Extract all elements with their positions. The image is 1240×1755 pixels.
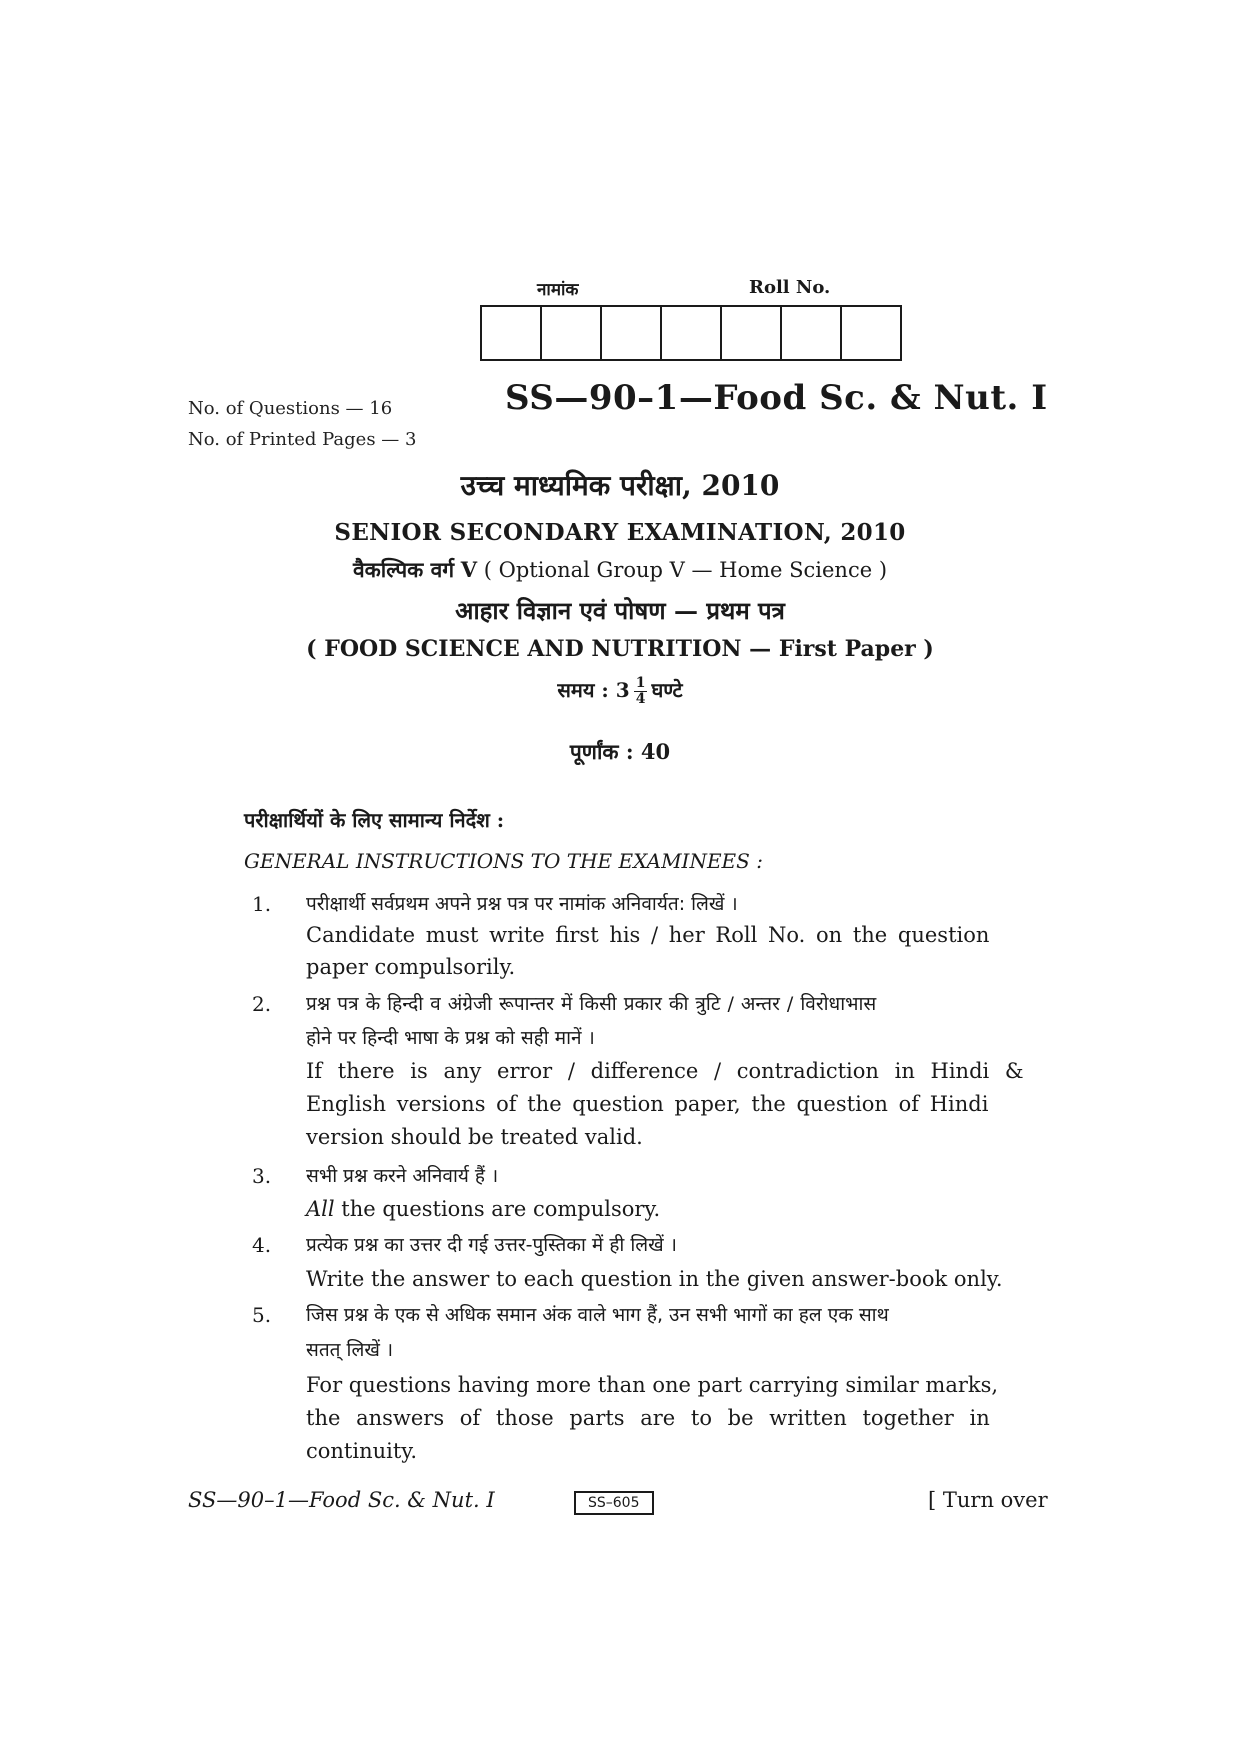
- instruction-5-english-line2: the answers of those parts are to be written together in: [306, 1406, 990, 1430]
- instruction-5-hindi-line2: सतत् लिखें ।: [306, 1339, 394, 1361]
- roll-digit-box: [722, 307, 782, 359]
- instruction-4-english: Write the answer to each question in the given answer-book only.: [306, 1267, 1003, 1291]
- exam-duration: [0, 676, 1240, 707]
- time-unit: घण्टे: [651, 678, 683, 702]
- time-label: समय : 3: [557, 678, 630, 702]
- roll-number-boxes: [480, 305, 902, 361]
- instruction-2-hindi-line1: प्रश्न पत्र के हिन्दी व अंग्रेजी रूपान्तर में किसी प्रकार की त्रुटि / अन्तर / विरोधाभास: [306, 993, 877, 1015]
- roll-digit-box: [482, 307, 542, 359]
- roll-digit-box: [782, 307, 842, 359]
- optional-group-line: [0, 556, 1240, 584]
- instruction-1-english-text: Candidate must write first his / her Roll No. on the question: [306, 923, 990, 947]
- footer-series-code: SS–605: [574, 1491, 654, 1515]
- instruction-4-hindi: प्रत्येक प्रश्न का उत्तर दी गई उत्तर-पुस्तिका में ही लिखें ।: [306, 1234, 677, 1256]
- instruction-1-english-line1: [306, 923, 1056, 947]
- roll-label-english: Roll No.: [749, 277, 831, 298]
- roll-digit-box: [662, 307, 722, 359]
- instruction-5-hindi-line1: जिस प्रश्न के एक से अधिक समान अंक वाले भाग हैं, उन सभी भागों का हल एक साथ: [306, 1304, 889, 1326]
- group-label-hindi: वैकल्पिक वर्ग: [352, 557, 455, 582]
- footer-paper-code: SS—90–1—Food Sc. & Nut. I: [188, 1488, 495, 1512]
- exam-title-english: SENIOR SECONDARY EXAMINATION, 2010: [334, 519, 906, 546]
- instruction-2-english-line2: English versions of the question paper, the question of Hindi: [306, 1092, 989, 1116]
- instruction-1-english-line2: paper compulsorily.: [306, 955, 516, 979]
- instructions-heading-english: GENERAL INSTRUCTIONS TO THE EXAMINEES :: [244, 849, 763, 873]
- fraction-numerator: 1: [635, 675, 646, 691]
- roll-digit-box: [602, 307, 662, 359]
- roll-digit-box: [542, 307, 602, 359]
- instruction-3-english: [306, 1197, 1056, 1221]
- instructions-heading-hindi: परीक्षार्थियों के लिए सामान्य निर्देश :: [244, 808, 505, 832]
- exam-title-hindi: उच्च माध्यमिक परीक्षा, 2010: [460, 469, 780, 502]
- instruction-3-english-rest: the questions are compulsory.: [334, 1197, 661, 1221]
- maximum-marks: पूर्णांक : 40: [569, 739, 671, 764]
- instruction-3-emphasis: All: [306, 1197, 335, 1221]
- instruction-number: 1.: [252, 892, 272, 916]
- subject-title-hindi: आहार विज्ञान एवं पोषण — प्रथम पत्र: [455, 596, 785, 625]
- roll-digit-box: [842, 307, 900, 359]
- instruction-2-english-line1: If there is any error / difference / contradiction in Hindi &: [306, 1059, 1024, 1083]
- instruction-1-hindi: परीक्षार्थी सर्वप्रथम अपने प्रश्न पत्र पर नामांक अनिवार्यत: लिखें ।: [306, 893, 738, 915]
- instruction-number: 3.: [252, 1164, 272, 1188]
- instruction-number: 5.: [252, 1303, 272, 1327]
- group-label-english: ( Optional Group V — Home Science ): [483, 558, 888, 582]
- question-count: No. of Questions — 16: [188, 398, 393, 419]
- roll-number-labels: [481, 277, 905, 303]
- instruction-2-english-line3: version should be treated valid.: [306, 1125, 643, 1149]
- paper-code: SS—90–1—Food Sc. & Nut. I: [505, 378, 1048, 418]
- printed-pages-count: No. of Printed Pages — 3: [188, 429, 417, 450]
- instruction-number: 2.: [252, 992, 272, 1016]
- group-roman-numeral: V: [460, 557, 478, 582]
- time-fraction: [634, 676, 648, 707]
- fraction-denominator: 4: [635, 691, 646, 707]
- instruction-5-english-line3: continuity.: [306, 1439, 418, 1463]
- instruction-5-english-line1: For questions having more than one part carrying similar marks,: [306, 1373, 999, 1397]
- roll-label-hindi: नामांक: [537, 280, 579, 300]
- subject-title-english: ( FOOD SCIENCE AND NUTRITION — First Paper ): [306, 636, 934, 662]
- instruction-3-hindi: सभी प्रश्न करने अनिवार्य हैं ।: [306, 1165, 499, 1187]
- instruction-number: 4.: [252, 1233, 272, 1257]
- turn-over-note: [ Turn over: [928, 1488, 1048, 1512]
- instruction-2-hindi-line2: होने पर हिन्दी भाषा के प्रश्न को सही मानें ।: [306, 1027, 595, 1049]
